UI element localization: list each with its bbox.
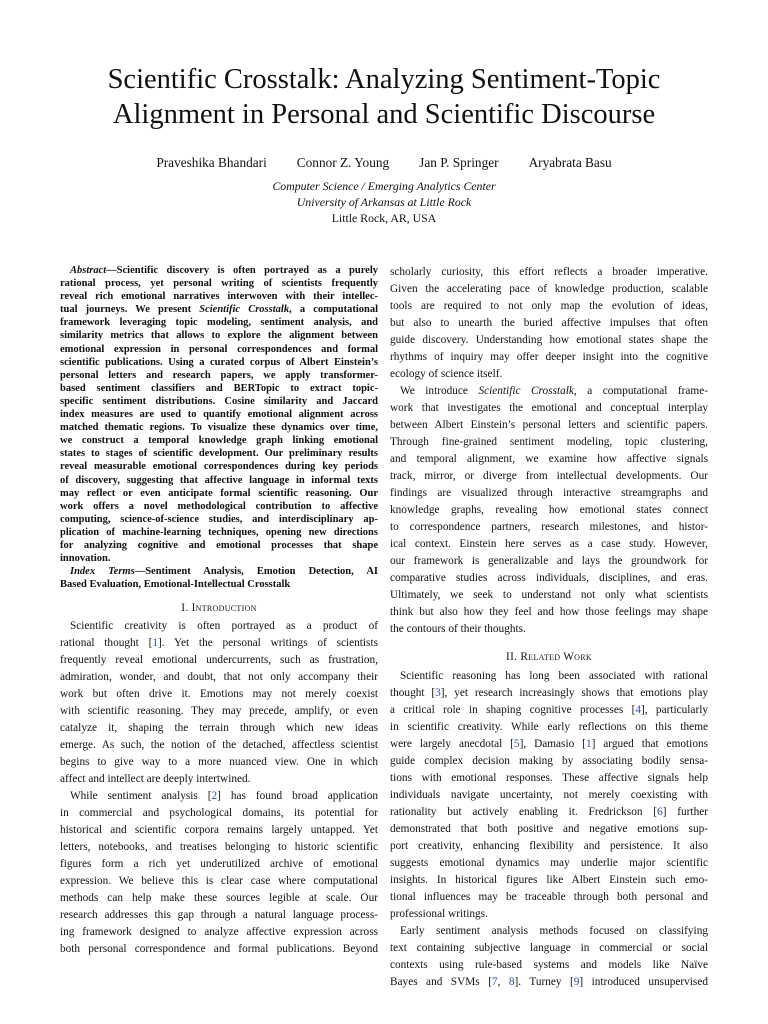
citation-link[interactable]: 3 [435,687,441,699]
body-line: track, mirror, or diverge from intellectual developments. Our [390,470,708,482]
body-line: our framework is generalizable and lays the groundwork for [390,555,708,567]
body-line: expression. We believe this is clear case where computational [60,875,378,888]
body-line: rationality but actively enabling it. Fredrickson [6] further [390,806,709,818]
body-line: letters, notebooks, and treatises belonging to historic scientific [60,841,378,854]
abstract-line: specific sentiment distributions. Cosine similarity and Jaccard [60,395,378,407]
author-list [40,154,728,172]
body-line: admiration, wonder, and doubt, that not only accompany their [60,671,378,684]
body-line: ing framework designed to analyze affective expression across [60,926,378,939]
citation-link[interactable]: 4 [635,704,641,716]
abstract-line: rational process, yet personal writing of scientists frequently [60,278,378,290]
abstract-line: of discovery, suggesting that affective language in informal texts [60,474,378,486]
abstract-line: for analyzing cognitive and emotional processes that shape [60,539,378,551]
abstract-line: based sentiment classifiers and BERTopic to extract topic- [60,382,378,394]
abstract-line: tual journeys. We present Scientific Crosstalk, a computational [60,304,378,316]
body-line: comparative studies across individuals, disciplines, and eras. [390,572,708,584]
abstract-line: framework leveraging topic modeling, sentiment analysis, and [60,317,378,329]
author-name: Praveshika Bhandari [156,155,267,170]
body-line: ecology of science itself. [390,368,503,380]
body-line: between Albert Einstein’s personal letters and scientific papers. [390,419,708,431]
body-line: port creativity, enhancing flexibility and persistence. It also [390,840,708,852]
body-line: research addresses this gap through a natural language process- [60,909,378,922]
body-line: ical context. Einstein here serves as a case study. However, [390,538,708,550]
abstract-line: innovation. [60,553,111,565]
body-line: methods can help make these sources legible at scale. Our [60,892,378,905]
body-line: tools are required to not only map the evolution of ideas, [390,300,708,312]
body-line: Bayes and SVMs [7, 8]. Turney [9] introduced unsupervised [390,976,708,988]
left-column [60,264,378,958]
body-line: in scientific creativity. While early reflections on this theme [390,721,708,733]
introduction-continued [390,264,708,638]
body-line: insights. In historical figures like Albert Einstein such emo- [390,874,708,886]
body-line: affect and intellect are deeply intertwined. [60,773,251,786]
citation-link[interactable]: 7 [491,976,498,988]
abstract-line: states to stages of scientific development. Our preliminary results [60,448,378,460]
citation-link[interactable]: 5 [513,738,520,750]
body-line: thought [3], yet research increasingly shows that emotions play [390,687,708,699]
body-line: emerge. As such, the notion of the detached, affectless scientist [60,739,378,752]
body-line: Scientific creativity is often portrayed as a product of [70,620,378,633]
body-line: contexts using rule-based systems and models like Naïve [390,959,708,971]
body-line: knowledge graphs, revealing how emotional states connect [390,504,708,516]
body-line: professional writings. [390,908,488,920]
body-line: frequently reveal emotional undercurrents, such as frustration, [60,654,378,667]
section-heading-related-work: II. Related Work [506,651,592,663]
body-line: both personal correspondence and formal publications. Beyond [60,943,378,956]
abstract-line: plication of machine-learning techniques, opening new directions [60,526,378,538]
citation-link[interactable]: 2 [211,790,218,803]
section-heading-introduction: I. Introduction [181,602,257,615]
body-line: Through fine-grained sentiment modeling, topic clustering, [390,436,708,448]
body-line: suggests emotional dynamics may underlie major scientific [390,857,708,869]
body-line: text containing subjective language in commercial or social [390,942,708,954]
title-line-2: Alignment in Personal and Scientific Discourse [112,99,656,130]
affiliation-location: Little Rock, AR, USA [331,211,437,225]
abstract-label: Abstract [70,265,107,276]
affiliation-university: University of Arkansas at Little Rock [296,195,472,209]
affiliation [40,178,728,226]
body-line: work that investigates the emotional and conceptual interplay [390,402,708,414]
body-line: the contours of their thoughts. [390,623,526,635]
body-line: rhythms of inquiry may offer deeper insight into the cognitive [390,351,708,363]
citation-link[interactable]: 1 [152,637,159,650]
index-terms-label: Index Terms [70,566,135,578]
abstract-line: computing, science-of-science studies, and interdisciplinary ap- [60,513,378,525]
body-line: historical and scientific corpora remains largely untapped. Yet [60,824,378,837]
abstract-line: reveal rich emotional narratives interwoven with their intellec- [60,291,378,303]
body-line: scholarly curiosity, this effort reflects a broader imperative. [390,266,708,278]
author-name: Connor Z. Young [296,155,390,170]
abstract-line: scientific publications. Using a curated corpus of Albert Einstein’s [60,356,378,368]
abstract-line: Abstract—Scientific discovery is often portrayed as a purely [70,265,378,276]
body-line: work but often drive it. Emotions may not merely coexist [60,688,378,701]
body-line: were largely anecdotal [5], Damasio [1] argued that emotions [390,738,709,750]
body-line: rational thought [1]. Yet the personal writings of scientists [60,637,378,650]
body-line: demonstrated that both positive and negative emotions sup- [390,823,708,835]
abstract-line: reveal measurable emotional correspondences during key periods [60,461,378,473]
citation-link[interactable]: 8 [508,976,515,988]
abstract-line: personal letters and research papers, we apply transformer- [60,369,378,381]
citation-link[interactable]: 6 [657,806,663,818]
body-line: to correspondence partners, research milestones, and histor- [390,521,708,533]
body-line: catalyze it, shaping the terrain through which new ideas [60,722,378,735]
body-line: Scientific reasoning has long been associated with rational [400,670,708,682]
abstract-line: may reflect or even anticipate formal scientific reasoning. Our [60,487,378,499]
body-line: think but also how they feel and how those feelings may shape [390,606,708,618]
citation-link[interactable]: 1 [585,738,592,750]
title-line-1: Scientific Crosstalk: Analyzing Sentiment-Topic [107,64,661,95]
body-line: figures form a rich yet underutilized archive of emotional [60,858,378,871]
abstract-line: index measures are used to quantify emotional alignment across [60,409,378,421]
body-line: in commercial and psychological domains, its potential for [60,807,378,820]
body-line: tions with emotional responses. These affective signals help [390,772,708,784]
body-line: guide discovery. Understanding how emotional states shape the [390,334,708,346]
body-line: and temporal alignment, we examine how affective signals [390,453,708,465]
body-line: Early sentiment analysis methods focused on classifying [400,925,708,937]
index-terms: Index Terms—Sentiment Analysis, Emotion Detection, AI [70,566,378,578]
body-line: begins to give way to a more nuanced view. One in which [60,756,378,769]
abstract-line: we construct a temporal knowledge graph linking emotional [60,435,378,447]
abstract-line: emotional expression in personal correspondences and formal [60,343,378,355]
abstract-line: matched thematic regions. To visualize these dynamics over time, [60,422,378,434]
body-line: Given the accelerating pace of knowledge production, scalable [390,283,708,295]
body-line: a critical role in shaping cognitive processes [4], particularly [390,704,708,716]
right-column [390,264,708,991]
affiliation-department: Computer Science / Emerging Analytics Center [272,179,496,193]
body-line: We introduce Scientific Crosstalk, a computational frame- [400,385,708,397]
body-line: While sentiment analysis [2] has found broad application [70,790,378,803]
body-line: individuals navigate uncertainty, not merely coexisting with [390,789,708,801]
author-name: Jan P. Springer [419,155,499,170]
body-line: findings are visualized through interactive streamgraphs and [390,487,708,499]
citation-link[interactable]: 9 [573,976,580,988]
body-line: with scientific reasoning. They may precede, amplify, or even [60,705,378,718]
related-work-text [390,668,708,991]
abstract-line: work offers a novel methodological contribution to affective [60,500,378,512]
paper-title [40,62,728,132]
introduction-text [60,618,378,958]
author-name: Aryabrata Basu [528,155,612,170]
body-line: Ultimately, we seek to understand not only what scientists [390,589,708,601]
body-line: guide complex decision making by associating bodily sensa- [390,755,708,767]
abstract [60,264,378,591]
abstract-line: similarity metrics that allows to explore the alignment between [60,330,378,342]
body-line: tional influences may be traceable through both personal and [390,891,708,903]
index-terms-line: Based Evaluation, Emotional-Intellectual Crosstalk [60,579,291,591]
body-line: but also to unearth the buried affective impulses that often [390,317,708,329]
